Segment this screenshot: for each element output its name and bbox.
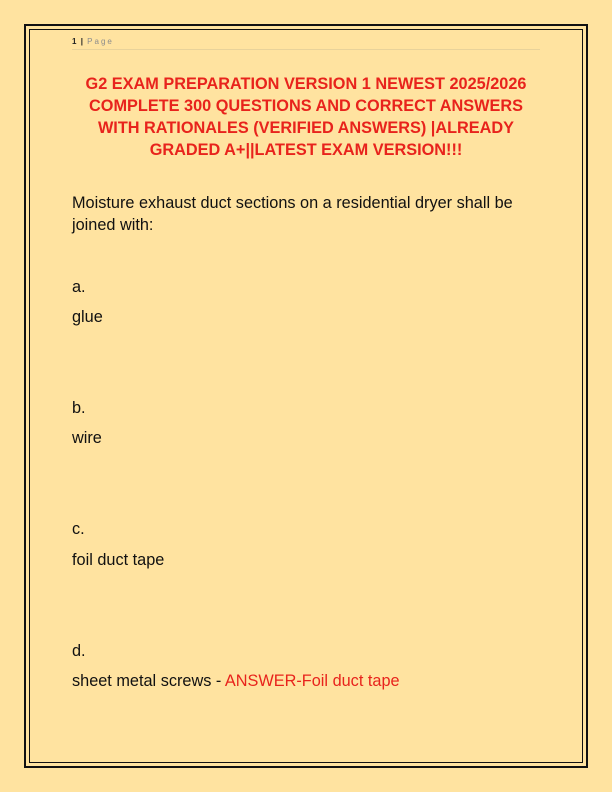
page-number: 1 [72,37,77,46]
option-c-letter: c. [72,520,85,538]
question-text: Moisture exhaust duct sections on a residential dryer shall be joined with: [72,194,513,234]
option-b-text: wire [72,429,102,447]
option-d-line [72,670,400,692]
page-header [72,36,540,50]
option-b-letter: b. [72,399,86,417]
option-d-text: sheet metal screws - [72,672,225,690]
document-title: G2 EXAM PREPARATION VERSION 1 NEWEST 2025/2026 COMPLETE 300 QUESTIONS AND CORRECT ANSWERS WITH RATIONALES (VERIFIED ANSWERS) |ALREADY GRADED A+||LATEST EXAM VERSION!!! [85,75,527,159]
option-d-letter: d. [72,642,86,660]
page-separator: | [80,37,83,46]
answer-text: ANSWER-Foil duct tape [224,672,400,690]
option-a-text: glue [72,308,103,326]
option-c-text: foil duct tape [72,551,165,569]
option-a-letter: a. [72,278,86,296]
page-word: Page [87,37,114,46]
